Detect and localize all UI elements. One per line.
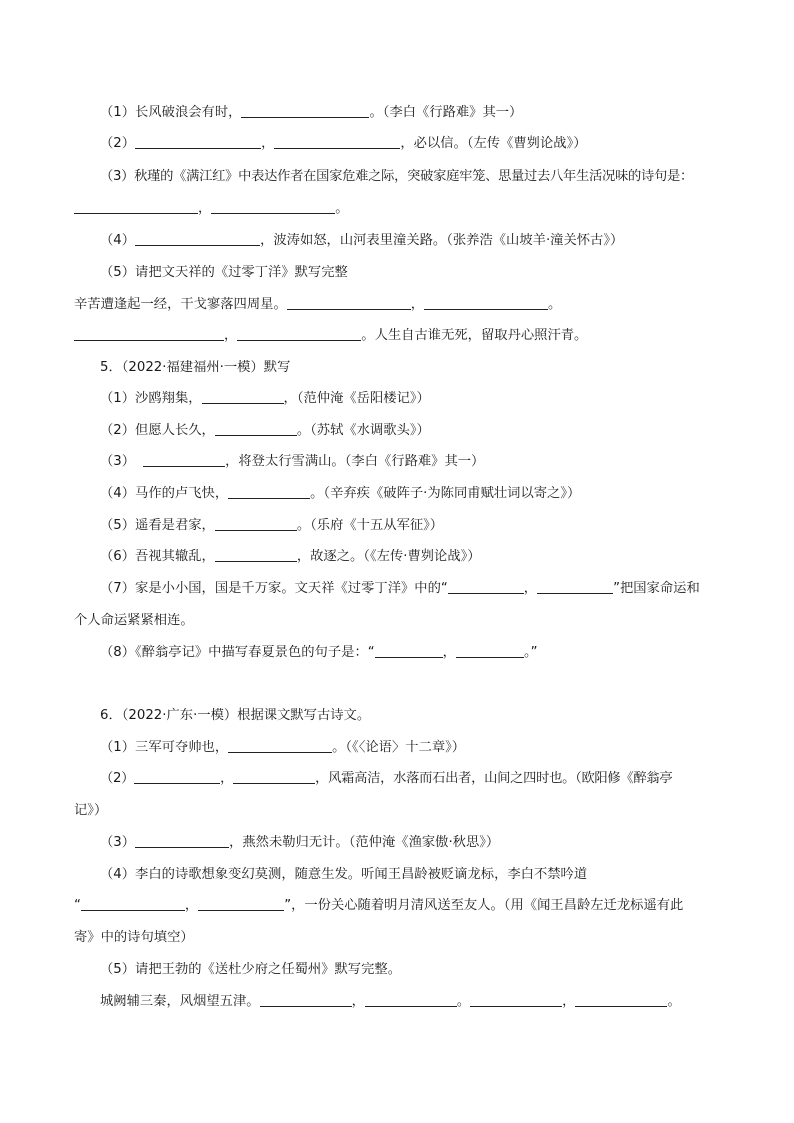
text: （5）请把王勃的《送杜少府之任蜀州》默写完整。: [100, 962, 401, 977]
line-q5-7b: [74, 611, 194, 631]
line-q5-5: [100, 516, 443, 536]
text: ，: [523, 581, 538, 596]
line-q3-1: [100, 103, 522, 123]
line-q3-4: [100, 231, 623, 251]
text: ，燕然未勒归无计。（范仲淹《渔家傲·秋思》）: [229, 835, 500, 850]
text: （2）但愿人长久，: [100, 423, 215, 438]
text: （1）三军可夺帅也，: [100, 740, 229, 755]
text: ，（范仲淹《岳阳楼记》）: [283, 391, 430, 406]
answer-blank[interactable]: [198, 896, 284, 911]
text: ，风霜高洁，水落而石出者，山间之四时也。（欧阳修《醉翁亭: [315, 771, 673, 786]
text: 。: [456, 994, 471, 1009]
text: （7）家是小小国，国是千万家。文天祥《过零丁洋》中的“: [100, 581, 448, 596]
line-q5-6: [100, 547, 481, 567]
text: ，: [198, 201, 212, 216]
text: ，: [410, 297, 425, 312]
answer-blank[interactable]: [202, 389, 284, 404]
answer-blank[interactable]: [215, 421, 297, 436]
answer-blank[interactable]: [233, 769, 315, 784]
text: ，: [184, 898, 199, 913]
answer-blank[interactable]: [215, 547, 297, 562]
answer-blank[interactable]: [135, 134, 261, 149]
answer-blank[interactable]: [81, 896, 185, 911]
text: （3）秋瑾的《满江红》中表达作者在国家危难之际，突破家庭牢笼、思量过去八年生活况味的诗句是：: [100, 169, 694, 184]
line-q3-3: [100, 167, 693, 187]
line-q6-5b: [100, 992, 681, 1012]
line-q5-3: [100, 452, 484, 472]
text: ，必以信。（左传《曹刿论战》）: [400, 136, 587, 151]
text: （8）《醉翁亭记》中描写春夏景色的句子是：“: [100, 645, 375, 660]
answer-blank[interactable]: [537, 579, 613, 594]
text: 个人命运紧紧相连。: [74, 613, 194, 628]
line-q6-5: [100, 960, 401, 980]
line-q6-4: [100, 865, 587, 885]
answer-blank[interactable]: [74, 326, 224, 341]
line-q6-4b: [74, 896, 683, 916]
line-q3-5c: [74, 326, 587, 346]
line-q6-2: [100, 769, 672, 789]
text: 。: [335, 201, 349, 216]
answer-blank[interactable]: [575, 992, 667, 1007]
answer-blank[interactable]: [74, 199, 198, 214]
line-q3-3b: [74, 199, 349, 219]
line-q6-2b: [74, 801, 107, 821]
question-6-heading: [100, 706, 370, 726]
text: （1）长风破浪会有时，: [100, 105, 242, 120]
line-q5-2: [100, 421, 430, 441]
text: 。（辛弃疾《破阵子·为陈同甫赋壮词以寄之》）: [310, 486, 581, 501]
text: （4）李白的诗歌想象变幻莫测，随意生发。听闻王昌龄被贬谪龙标，李白不禁吟道: [100, 867, 588, 882]
line-q6-4c: [74, 928, 194, 948]
text: （6）吾视其辙乱，: [100, 549, 215, 564]
answer-blank[interactable]: [424, 295, 548, 310]
text: 。（苏轼《水调歌头》）: [296, 423, 430, 438]
text: ，故逐之。（《左传·曹刿论战》）: [296, 549, 481, 564]
answer-blank[interactable]: [237, 326, 361, 341]
answer-blank[interactable]: [134, 769, 220, 784]
text: （2）: [100, 771, 135, 786]
text: 5．（2022·福建福州·一模）默写: [100, 360, 291, 375]
line-q5-8: [100, 643, 537, 663]
answer-blank[interactable]: [375, 643, 443, 658]
text: 。”: [523, 645, 538, 660]
text: 寄》中的诗句填空）: [74, 930, 194, 945]
text: （3）: [100, 835, 136, 850]
text: 。: [548, 297, 562, 312]
answer-blank[interactable]: [260, 992, 352, 1007]
line-q6-3: [100, 833, 499, 853]
text: （4）马作的卢飞快，: [100, 486, 229, 501]
text: ，: [442, 645, 456, 660]
line-q3-5b: [74, 295, 561, 315]
text: ，: [220, 771, 234, 786]
text: “: [74, 898, 81, 913]
text: 辛苦遭逢起一经，干戈寥落四周星。: [74, 297, 287, 312]
text: 。（乐府《十五从军征》）: [296, 518, 444, 533]
text: 6．（2022·广东·一模）根据课文默写古诗文。: [100, 708, 371, 723]
text: 城阙辅三秦，风烟望五津。: [100, 994, 260, 1009]
text: ，: [224, 328, 238, 343]
answer-blank[interactable]: [228, 484, 310, 499]
text: （3）: [100, 454, 136, 469]
text: ”把国家命运和: [613, 581, 700, 596]
text: ，将登太行雪满山。（李白《行路难》其一）: [225, 454, 485, 469]
text: ”，一份关心随着明月清风送至友人。（用《闻王昌龄左迁龙标遥有此: [284, 898, 684, 913]
answer-blank[interactable]: [448, 579, 524, 594]
line-q3-5: [100, 263, 348, 283]
line-q6-1: [100, 738, 465, 758]
text: 。（李白《行路难》其一）: [369, 105, 523, 120]
line-q5-1: [100, 389, 430, 409]
answer-blank[interactable]: [365, 992, 457, 1007]
text: （2）: [100, 136, 136, 151]
answer-blank[interactable]: [143, 452, 225, 467]
line-q5-7: [100, 579, 700, 599]
answer-blank[interactable]: [215, 516, 297, 531]
answer-blank[interactable]: [211, 199, 335, 214]
line-q3-2: [100, 134, 587, 154]
text: ，波涛如怒，山河表里潼关路。（张养浩《山坡羊·潼关怀古》）: [260, 233, 624, 248]
answer-blank[interactable]: [228, 738, 332, 753]
answer-blank[interactable]: [135, 833, 229, 848]
text: （4）: [100, 233, 136, 248]
text: 。人生自古谁无死，留取丹心照汗青。: [361, 328, 588, 343]
text: ，: [562, 994, 576, 1009]
answer-blank[interactable]: [135, 231, 260, 246]
line-q5-4: [100, 484, 580, 504]
question-5-heading: [100, 358, 290, 378]
text: （1）沙鸥翔集，: [100, 391, 202, 406]
text: 。（《〈论语〉十二章》）: [332, 740, 466, 755]
answer-blank[interactable]: [456, 643, 524, 658]
answer-blank[interactable]: [287, 295, 411, 310]
text: （5）遥看是君家，: [100, 518, 215, 533]
text: （5）请把文天祥的《过零丁洋》默写完整: [100, 265, 348, 280]
text: ，: [261, 136, 275, 151]
answer-blank[interactable]: [470, 992, 562, 1007]
answer-blank[interactable]: [241, 103, 369, 118]
text: 。: [667, 994, 681, 1009]
answer-blank[interactable]: [274, 134, 400, 149]
text: ，: [351, 994, 365, 1009]
text: 记》）: [74, 803, 108, 818]
